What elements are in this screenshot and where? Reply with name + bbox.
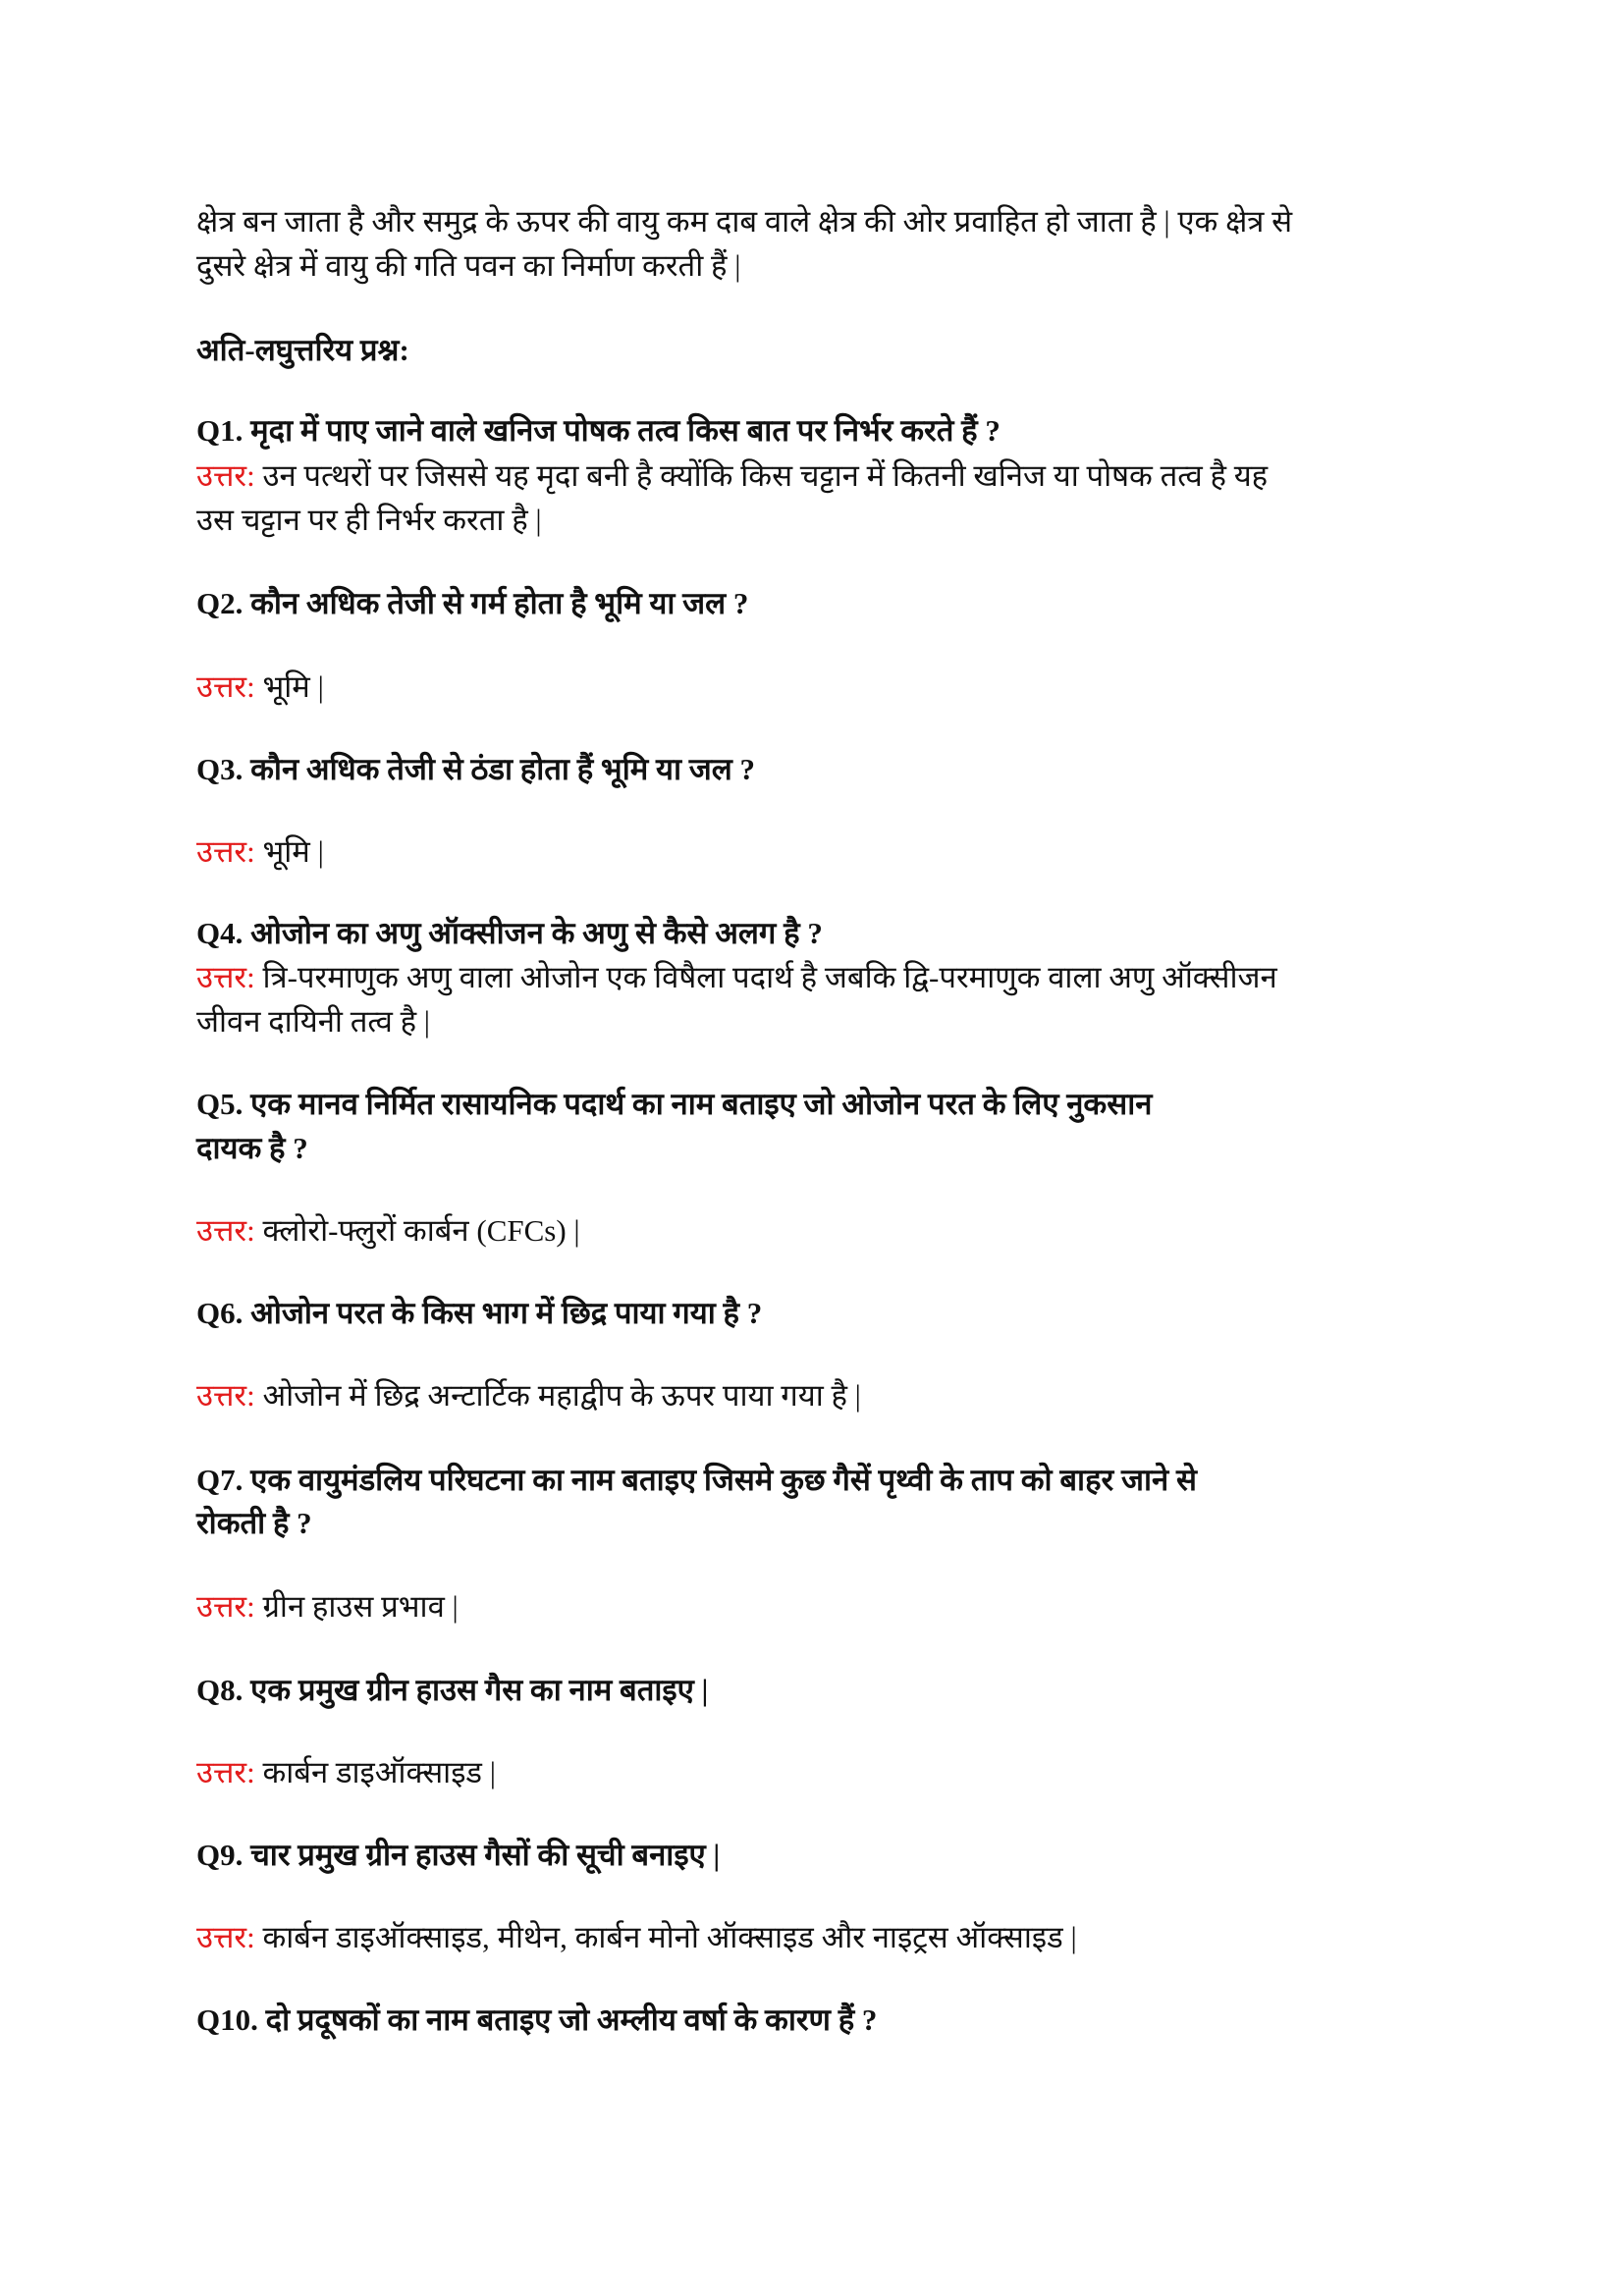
question-text: Q9. चार प्रमुख ग्रीन हाउस गैसों की सूची बनाइए | [196, 1838, 721, 1872]
answer-text: उन पत्थरों पर जिससे यह मृदा बनी है क्योंकि किस चट्टान में कितनी खनिज या पोषक तत्व है यह [262, 458, 1269, 493]
question-text: Q3. कौन अधिक तेजी से ठंडा होता हैं भूमि या जल ? [196, 752, 756, 786]
answer-label: उत्तर: [196, 1378, 255, 1413]
answer-text: क्लोरो-फ्लुरों कार्बन (CFCs) | [262, 1213, 580, 1248]
answer-line [196, 1750, 496, 1794]
answer-text: ओजोन में छिद्र अन्टार्टिक महाद्वीप के ऊपर पाया गया है | [262, 1378, 861, 1413]
answer-line [196, 1373, 861, 1417]
answer-line [196, 498, 542, 542]
answer-line [196, 1584, 459, 1629]
answer-text: उस चट्टान पर ही निर्भर करता है | [196, 503, 542, 537]
answer-line [196, 1915, 1077, 1959]
question-text: Q4. ओजोन का अणु ऑक्सीजन के अणु से कैसे अलग है ? [196, 916, 823, 950]
intro-line: क्षेत्र बन जाता है और समुद्र के ऊपर की वायु कम दाब वाले क्षेत्र की ओर प्रवाहित हो जाता है | एक क्षेत्र से [196, 204, 1293, 239]
answer-text: कार्बन डाइऑक्साइड | [262, 1755, 496, 1789]
question-text: Q10. दो प्रदूषकों का नाम बताइए जो अम्लीय वर्षा के कारण हैं ? [196, 2002, 878, 2037]
answer-label: उत्तर: [196, 669, 255, 704]
question-text: Q1. मृदा में पाए जाने वाले खनिज पोषक तत्व किस बात पर निर्भर करते हैं ? [196, 413, 1001, 448]
answer-label: उत्तर: [196, 458, 255, 493]
section-heading: अति-लघुत्तरिय प्रश्न: [196, 333, 409, 367]
answer-label: उत्तर: [196, 1920, 255, 1954]
answer-text: ग्रीन हाउस प्रभाव | [262, 1589, 459, 1624]
answer-label: उत्तर: [196, 960, 255, 994]
answer-text: जीवन दायिनी तत्व है | [196, 1004, 430, 1039]
question-text: Q7. एक वायुमंडलिय परिघटना का नाम बताइए जिसमे कुछ गैसें पृथ्वी के ताप को बाहर जाने से [196, 1463, 1197, 1497]
answer-text: भूमि | [262, 834, 324, 869]
intro-line: दुसरे क्षेत्र में वायु की गति पवन का निर्माण करती हैं | [196, 248, 741, 283]
answer-line [196, 999, 430, 1043]
answer-label: उत्तर: [196, 834, 255, 869]
question-text: Q8. एक प्रमुख ग्रीन हाउस गैस का नाम बताइए | [196, 1673, 709, 1707]
question-text: दायक है ? [196, 1131, 308, 1165]
question-text: Q5. एक मानव निर्मित रासायनिक पदार्थ का नाम बताइए जो ओजोन परत के लिए नुकसान [196, 1087, 1153, 1121]
question-text: Q2. कौन अधिक तेजी से गर्म होता है भूमि या जल ? [196, 586, 749, 620]
answer-label: उत्तर: [196, 1755, 255, 1789]
question-text: रोकती है ? [196, 1506, 312, 1540]
answer-text: त्रि-परमाणुक अणु वाला ओजोन एक विषैला पदार्थ है जबकि द्वि-परमाणुक वाला अणु ऑक्सीजन [262, 960, 1277, 994]
answer-label: उत्तर: [196, 1589, 255, 1624]
question-text: Q6. ओजोन परत के किस भाग में छिद्र पाया गया है ? [196, 1296, 763, 1330]
answer-line [196, 454, 1268, 498]
answer-label: उत्तर: [196, 1213, 255, 1248]
answer-line [196, 665, 324, 709]
answer-text: कार्बन डाइऑक्साइड, मीथेन, कार्बन मोनो ऑक्साइड और नाइट्रस ऑक्साइड | [262, 1920, 1077, 1954]
answer-text: भूमि | [262, 669, 324, 704]
answer-line [196, 1208, 580, 1253]
answer-line [196, 829, 324, 874]
answer-line [196, 955, 1277, 999]
